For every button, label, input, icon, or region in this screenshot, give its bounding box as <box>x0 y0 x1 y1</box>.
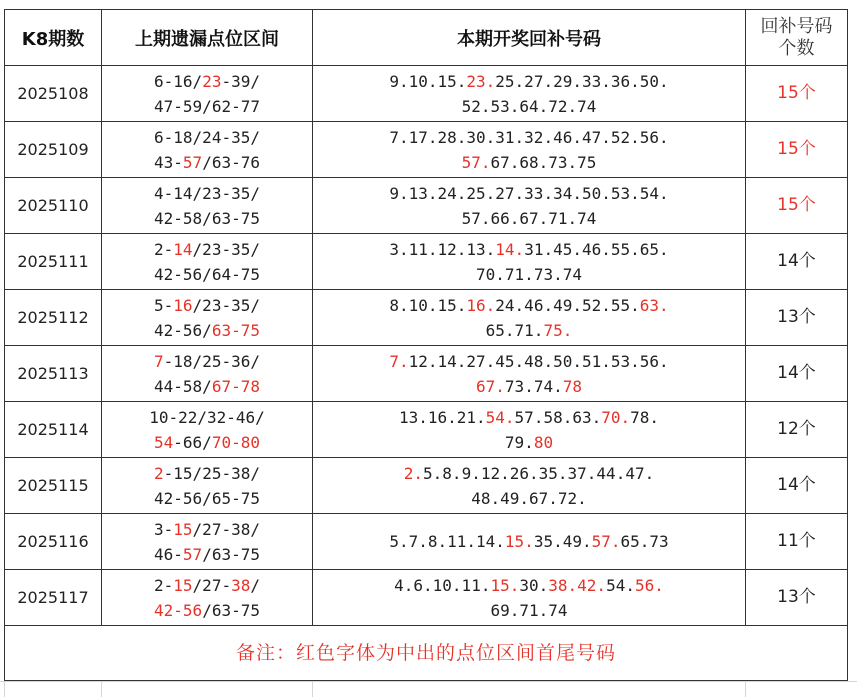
numbers-cell-line-2 <box>313 486 745 511</box>
header-row <box>5 10 848 66</box>
range-cell <box>102 402 313 458</box>
highlight-number: 70-80 <box>211 432 260 452</box>
highlight-number: 57. <box>461 152 491 172</box>
range-cell <box>102 66 313 122</box>
number-text: -39/ <box>221 71 260 91</box>
number-text: 48.49.67.72. <box>471 488 587 508</box>
table-row <box>5 178 848 234</box>
range-cell <box>102 178 313 234</box>
number-text: 35.49. <box>533 532 592 551</box>
number-text: 54. <box>606 575 635 595</box>
number-text: 9.10.15. <box>389 71 467 91</box>
highlight-number: 38 <box>231 575 251 595</box>
period-cell: 2025115 <box>5 458 102 514</box>
number-text: 65.73 <box>620 532 669 551</box>
highlight-number: 15 <box>173 519 193 539</box>
numbers-cell-line-2 <box>313 374 745 399</box>
range-cell-line-2 <box>102 94 312 119</box>
period-cell: 2025116 <box>5 514 102 570</box>
numbers-cell-line-2 <box>313 318 745 343</box>
number-text: 42-58/63-75 <box>154 208 260 228</box>
numbers-cell-line-2 <box>313 206 745 231</box>
number-text: 42-56/ <box>154 320 212 340</box>
range-cell-line-2 <box>102 430 312 455</box>
numbers-cell-line-1 <box>313 69 745 94</box>
range-cell-line-2 <box>102 542 312 567</box>
number-text: 31.45.46.55.65. <box>524 239 669 259</box>
range-cell-line-2 <box>102 598 312 623</box>
highlight-number: 63. <box>639 295 669 315</box>
range-cell-line-2 <box>102 206 312 231</box>
highlight-number: 15. <box>490 575 520 595</box>
table-row <box>5 290 848 346</box>
range-cell <box>102 346 313 402</box>
numbers-cell <box>313 346 746 402</box>
range-cell <box>102 570 313 626</box>
range-cell <box>102 458 313 514</box>
number-text: 57.66.67.71.74 <box>461 208 597 228</box>
number-text: 12.14.27.45.48.50.51.53.56. <box>408 351 669 371</box>
period-cell: 2025110 <box>5 178 102 234</box>
range-cell-line-1 <box>102 125 312 150</box>
count-cell: 14个 <box>746 234 848 290</box>
table-row <box>5 458 848 514</box>
highlight-number: 15 <box>173 575 193 595</box>
period-cell: 2025109 <box>5 122 102 178</box>
count-cell: 13个 <box>746 290 848 346</box>
count-cell: 14个 <box>746 458 848 514</box>
number-text: 6-16/ <box>154 71 203 91</box>
number-text: 10-22/32-46/ <box>149 407 265 427</box>
numbers-cell-line-2 <box>313 94 745 119</box>
number-text: 70.71.73.74 <box>476 264 582 284</box>
range-cell-line-2 <box>102 318 312 343</box>
highlight-number: 14. <box>495 239 525 259</box>
range-cell <box>102 234 313 290</box>
count-cell: 15个 <box>746 122 848 178</box>
header-range: 上期遗漏点位区间 <box>102 10 313 66</box>
count-cell: 15个 <box>746 66 848 122</box>
numbers-cell-line-1 <box>313 125 745 150</box>
highlight-number: 7 <box>154 351 164 371</box>
range-cell <box>102 290 313 346</box>
number-text: 42-56/64-75 <box>154 264 260 284</box>
table-row <box>5 514 848 570</box>
number-text: 65.71. <box>485 320 544 340</box>
number-text: 4-14/23-35/ <box>154 183 260 203</box>
range-cell-line-1 <box>102 517 312 542</box>
highlight-number: 67-78 <box>211 376 260 396</box>
highlight-number: 2. <box>403 463 424 483</box>
numbers-cell-line-1 <box>313 237 745 262</box>
numbers-cell-line-2 <box>313 598 745 623</box>
numbers-cell-line-1 <box>313 349 745 374</box>
range-cell-line-1 <box>102 461 312 486</box>
number-text: 2- <box>154 575 174 595</box>
numbers-cell <box>313 402 746 458</box>
highlight-number: 54 <box>154 432 174 452</box>
header-count-line2: 个数 <box>778 37 815 59</box>
table-row <box>5 346 848 402</box>
highlight-number: 23. <box>466 71 496 91</box>
header-period: K8期数 <box>5 10 102 66</box>
range-cell-line-1 <box>102 181 312 206</box>
range-cell <box>102 514 313 570</box>
highlight-number: 67. <box>476 376 505 396</box>
number-text: 3.11.12.13. <box>389 239 496 259</box>
highlight-number: 78 <box>562 376 582 396</box>
count-cell: 15个 <box>746 178 848 234</box>
number-text: 8.10.15. <box>389 295 467 315</box>
highlight-number: 23 <box>202 71 222 91</box>
highlight-number: 80 <box>533 432 554 452</box>
number-text: -18/25-36/ <box>163 351 260 371</box>
numbers-cell <box>313 66 746 122</box>
numbers-cell <box>313 514 746 570</box>
table-row <box>5 122 848 178</box>
number-text: /63-75 <box>202 544 260 564</box>
count-cell: 13个 <box>746 570 848 626</box>
numbers-cell <box>313 290 746 346</box>
highlight-number: 38.42. <box>548 575 607 595</box>
highlight-number: 70. <box>601 407 631 427</box>
number-text: /63-75 <box>202 600 260 620</box>
number-text: 2- <box>154 239 174 259</box>
highlight-number: 56. <box>634 575 664 595</box>
numbers-cell-line-1 <box>313 405 745 430</box>
numbers-cell <box>313 570 746 626</box>
period-cell: 2025117 <box>5 570 102 626</box>
number-text: 67.68.73.75 <box>490 152 597 172</box>
numbers-cell <box>313 234 746 290</box>
range-cell-line-2 <box>102 374 312 399</box>
highlight-number: 2 <box>154 463 164 483</box>
note-row <box>5 626 848 681</box>
numbers-cell-line-1 <box>313 293 745 318</box>
count-cell: 12个 <box>746 402 848 458</box>
table-row <box>5 234 848 290</box>
number-text: 5.8.9.12.26.35.37.44.47. <box>423 463 655 483</box>
range-cell-line-1 <box>102 293 312 318</box>
number-text: /63-76 <box>202 152 260 172</box>
number-text: /23-35/ <box>192 295 260 315</box>
number-text: 73.74. <box>504 376 563 396</box>
number-text: 13.16.21. <box>398 407 486 427</box>
number-text: 47-59/62-77 <box>154 96 260 116</box>
header-numbers: 本期开奖回补号码 <box>313 10 746 66</box>
number-text: -66/ <box>173 432 212 452</box>
number-text: 7.17.28.30.31.32.46.47.52.56. <box>389 127 669 147</box>
number-text: 6-18/24-35/ <box>154 127 260 147</box>
numbers-cell-line-1 <box>313 181 745 206</box>
highlight-number: 57. <box>591 532 621 551</box>
number-text: 78. <box>630 407 660 427</box>
lottery-table <box>4 9 848 681</box>
period-cell: 2025113 <box>5 346 102 402</box>
header-count-line1: 回补号码 <box>760 15 833 37</box>
range-cell-line-1 <box>102 237 312 262</box>
highlight-number: 57 <box>182 544 203 564</box>
range-cell <box>102 122 313 178</box>
highlight-number: 16 <box>173 295 193 315</box>
number-text: 57.58.63. <box>514 407 602 427</box>
number-text: 5.7.8.11.14. <box>389 532 505 551</box>
number-text: 24.46.49.52.55. <box>495 295 640 315</box>
range-cell-line-2 <box>102 486 312 511</box>
number-text: 3- <box>154 519 174 539</box>
highlight-number: 42-56 <box>154 600 203 620</box>
range-cell-line-1 <box>102 349 312 374</box>
number-text: 5- <box>154 295 174 315</box>
range-cell-line-1 <box>102 405 312 430</box>
numbers-cell-line-2 <box>313 150 745 175</box>
count-cell: 14个 <box>746 346 848 402</box>
numbers-cell <box>313 122 746 178</box>
number-text: 43- <box>154 152 183 172</box>
range-cell-line-2 <box>102 262 312 287</box>
sheet-grid-below <box>0 681 857 697</box>
period-cell: 2025108 <box>5 66 102 122</box>
period-cell: 2025114 <box>5 402 102 458</box>
highlight-number: 7. <box>389 351 409 371</box>
highlight-number: 54. <box>485 407 515 427</box>
number-text: /23-35/ <box>192 239 260 259</box>
number-text: / <box>250 575 260 595</box>
number-text: 25.27.29.33.36.50. <box>495 71 669 91</box>
table-row <box>5 66 848 122</box>
number-text: 30. <box>519 575 549 595</box>
table-row <box>5 570 848 626</box>
numbers-cell-line-1 <box>313 573 745 598</box>
number-text: 52.53.64.72.74 <box>461 96 597 116</box>
numbers-cell-line-2 <box>313 262 745 287</box>
highlight-number: 75. <box>543 320 573 340</box>
number-text: 9.13.24.25.27.33.34.50.53.54. <box>389 183 669 203</box>
number-text: 79. <box>504 432 534 452</box>
number-text: /27-38/ <box>192 519 260 539</box>
range-cell-line-2 <box>102 150 312 175</box>
number-text: 42-56/65-75 <box>154 488 260 508</box>
numbers-cell <box>313 458 746 514</box>
number-text: /27- <box>192 575 232 595</box>
table-row <box>5 402 848 458</box>
range-cell-line-1 <box>102 573 312 598</box>
number-text: 4.6.10.11. <box>394 575 491 595</box>
period-cell: 2025112 <box>5 290 102 346</box>
numbers-cell-line-1 <box>313 461 745 486</box>
number-text: -15/25-38/ <box>163 463 260 483</box>
note-text: 备注：红色字体为中出的点位区间首尾号码 <box>5 626 848 681</box>
highlight-number: 63-75 <box>211 320 260 340</box>
highlight-number: 57 <box>182 152 203 172</box>
highlight-number: 15. <box>504 532 534 551</box>
period-cell: 2025111 <box>5 234 102 290</box>
numbers-cell <box>313 178 746 234</box>
range-cell-line-1 <box>102 69 312 94</box>
number-text: 46- <box>154 544 183 564</box>
numbers-cell-line-1 <box>313 529 745 554</box>
header-count <box>746 10 848 66</box>
highlight-number: 14 <box>173 239 193 259</box>
number-text: 69.71.74 <box>490 600 568 620</box>
numbers-cell-line-2 <box>313 430 745 455</box>
number-text: 44-58/ <box>154 376 212 396</box>
count-cell: 11个 <box>746 514 848 570</box>
highlight-number: 16. <box>466 295 496 315</box>
